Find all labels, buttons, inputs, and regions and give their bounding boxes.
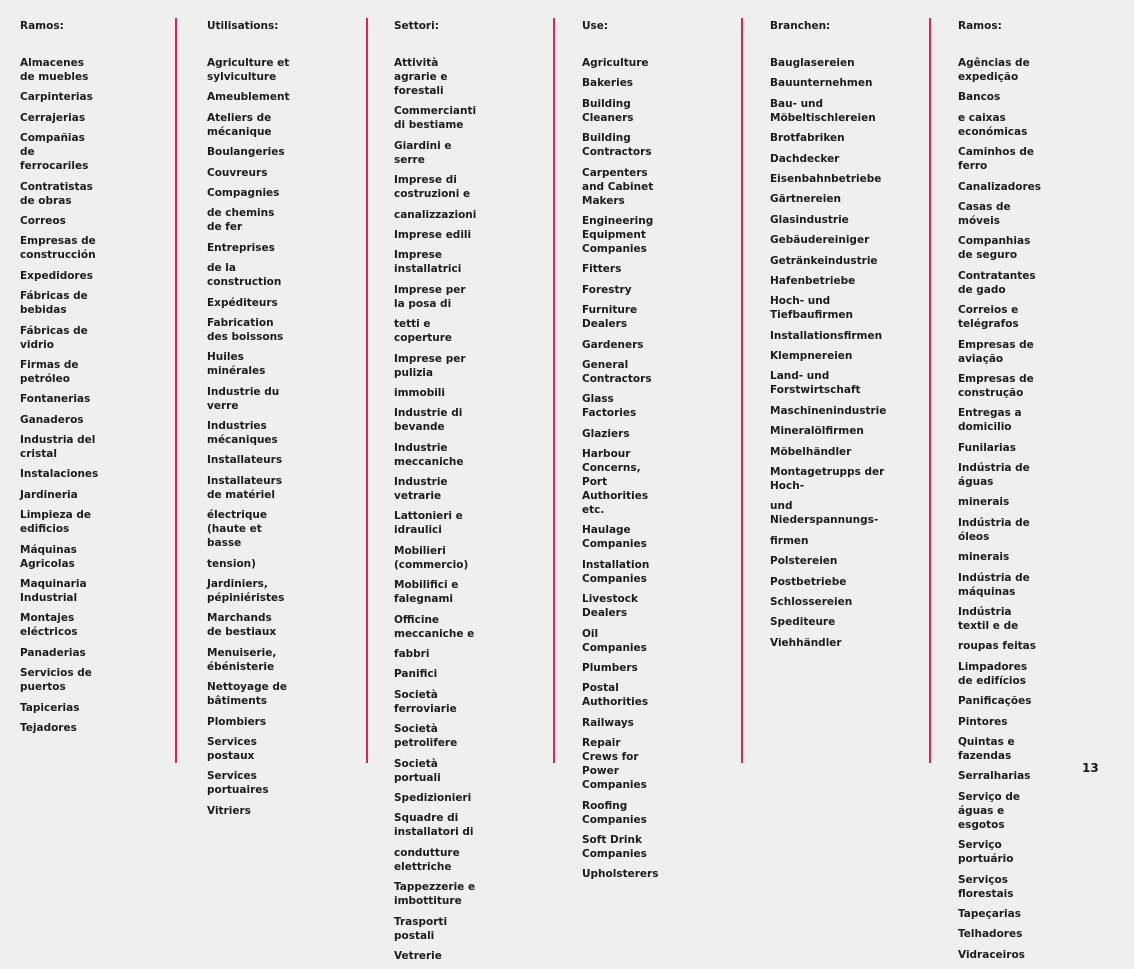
list-item: Roofing Companies: [582, 799, 647, 826]
list-item: Gebäudereiniger: [770, 234, 870, 247]
column-list: [20, 56, 98, 741]
column-divider: [175, 18, 177, 763]
list-item: Upholsterers: [582, 868, 659, 881]
list-item: Indústria de águas: [958, 462, 1030, 489]
list-item: Expéditeurs: [207, 296, 278, 309]
column-divider: [553, 18, 555, 763]
column-title: Branchen:: [770, 20, 831, 32]
list-item: Ganaderos: [20, 413, 84, 426]
list-item: Società petrolifere: [394, 723, 458, 750]
list-item: Tejadores: [20, 721, 77, 734]
list-item: Panificações: [958, 695, 1032, 708]
column-title: Settori:: [394, 20, 439, 32]
list-item: Tapeçarias: [958, 907, 1021, 920]
list-item: de la construction: [207, 262, 282, 289]
list-item: Gardeners: [582, 338, 644, 351]
list-item: Installateurs: [207, 454, 283, 467]
list-item: Indústria de máquinas: [958, 571, 1030, 598]
list-item: Maschinenindustrie: [770, 404, 887, 417]
list-item: fabbri: [394, 648, 430, 661]
list-item: Servicios de puertos: [20, 667, 92, 694]
list-item: Railways: [582, 716, 634, 729]
list-item: Imprese installatrici: [394, 249, 462, 276]
list-item: Nettoyage de bâtiments: [207, 681, 288, 708]
list-item: Industria del cristal: [20, 434, 96, 461]
list-item: Soft Drink Companies: [582, 833, 647, 860]
list-item: General Contractors: [582, 358, 652, 385]
list-item: Serviço portuário: [958, 839, 1014, 866]
list-item: Harbour Concerns, Port Authorities etc.: [582, 448, 649, 517]
column-divider: [366, 18, 368, 763]
list-item: Imprese per pulizia: [394, 352, 466, 379]
list-item: Gärtnereien: [770, 193, 841, 206]
list-item: Bauunternehmen: [770, 77, 873, 90]
list-item: Compañias de ferrocariles: [20, 132, 89, 173]
list-item: Serviço de águas e esgotos: [958, 790, 1021, 831]
column-list: [582, 56, 658, 888]
list-item: Mineralölfirmen: [770, 425, 864, 438]
list-item: tetti e coperture: [394, 318, 453, 345]
list-item: Firmas de petróleo: [20, 358, 79, 385]
column-title: Utilisations:: [207, 20, 279, 32]
list-item: Bakeries: [582, 77, 634, 90]
list-item: Lattonieri e idraulici: [394, 510, 463, 537]
list-item: Building Contractors: [582, 132, 652, 159]
list-item: Montajes eléctricos: [20, 612, 78, 639]
list-item: Repair Crews for Power Companies: [582, 737, 647, 792]
list-item: roupas feitas: [958, 640, 1037, 653]
list-item: Società portuali: [394, 757, 441, 784]
list-item: Postal Authorities: [582, 682, 649, 709]
list-item: Klempnereien: [770, 350, 853, 363]
list-item: Industrie du verre: [207, 385, 280, 412]
list-item: Carpenters and Cabinet Makers: [582, 166, 654, 207]
list-item: Companhias de seguro: [958, 235, 1031, 262]
list-item: Cerrajerias: [20, 111, 86, 124]
list-item: Tappezzerie e imbottiture: [394, 881, 476, 908]
list-item: Quintas e fazendas: [958, 735, 1015, 762]
list-item: Polstereien: [770, 555, 838, 568]
list-item: Couvreurs: [207, 166, 268, 179]
list-item: Services postaux: [207, 735, 257, 762]
list-item: Fontanerias: [20, 393, 91, 406]
list-item: canalizzazioni: [394, 208, 477, 221]
list-item: Commercianti di bestiame: [394, 105, 477, 132]
list-item: Forestry: [582, 283, 632, 296]
list-item: Imprese edili: [394, 228, 472, 241]
list-item: Indústria textil e de: [958, 606, 1019, 633]
list-item: Agriculture et sylviculture: [207, 57, 290, 83]
page-number: 13: [1082, 761, 1099, 775]
column-title: Ramos:: [958, 20, 1002, 32]
list-item: Installation Companies: [582, 558, 650, 585]
list-item: Industries mécaniques: [207, 420, 278, 447]
list-item: Vetrerie: [394, 949, 442, 962]
list-item: Attività agrarie e forestali: [394, 57, 448, 97]
list-item: Compagnies: [207, 186, 280, 199]
list-item: Montagetrupps der Hoch-: [770, 466, 885, 493]
list-item: Entreprises: [207, 241, 275, 254]
list-item: Furniture Dealers: [582, 304, 638, 331]
list-item: Industrie di bevande: [394, 407, 463, 434]
list-item: Contratantes de gado: [958, 269, 1036, 296]
list-item: e caixas económicas: [958, 111, 1028, 138]
column-divider: [741, 18, 743, 763]
list-item: de chemins de fer: [207, 207, 275, 234]
list-item: Vitriers: [207, 804, 251, 817]
list-item: Canalizadores: [958, 180, 1042, 193]
list-item: Jardiniers, pépiniéristes: [207, 578, 285, 605]
list-item: Pintores: [958, 715, 1008, 728]
list-item: und Niederspannungs-: [770, 500, 879, 527]
list-item: Installationsfirmen: [770, 329, 883, 342]
list-item: Services portuaires: [207, 770, 269, 797]
list-item: Casas de móveis: [958, 200, 1011, 227]
list-item: Expedidores: [20, 269, 93, 282]
list-item: Mobilifici e falegnami: [394, 579, 459, 606]
list-item: Glaziers: [582, 427, 630, 440]
list-item: Huiles minérales: [207, 351, 266, 378]
list-item: Caminhos de ferro: [958, 146, 1035, 173]
list-item: Agriculture: [582, 57, 649, 69]
list-item: Almacenes de muebles: [20, 57, 89, 83]
list-item: Brotfabriken: [770, 132, 845, 145]
list-item: Telhadores: [958, 928, 1023, 941]
list-item: Installateurs de matériel: [207, 474, 283, 501]
list-item: Funilarias: [958, 441, 1016, 454]
list-item: Squadre di installatori di: [394, 812, 474, 839]
list-item: Carpinterias: [20, 91, 93, 104]
column-divider: [929, 18, 931, 763]
list-item: Serralharias: [958, 770, 1031, 783]
list-item: Industrie meccaniche: [394, 441, 464, 468]
list-item: Eisenbahnbetriebe: [770, 172, 882, 185]
list-item: Engineering Equipment Companies: [582, 214, 654, 255]
list-item: Indústria de óleos: [958, 516, 1030, 543]
list-item: minerais: [958, 496, 1010, 509]
list-item: Empresas de aviação: [958, 338, 1034, 365]
list-item: Boulangeries: [207, 146, 285, 159]
list-item: Industrie vetrarie: [394, 476, 448, 503]
list-item: Möbelhändler: [770, 445, 852, 458]
list-item: firmen: [770, 534, 809, 547]
list-item: Giardini e serre: [394, 139, 452, 166]
list-item: Trasporti postali: [394, 915, 448, 942]
list-item: Plombiers: [207, 715, 267, 728]
list-item: Fábricas de vidrio: [20, 324, 88, 351]
list-item: Empresas de construcción: [20, 235, 96, 262]
list-item: Mobilieri (commercio): [394, 544, 469, 571]
list-item: Glass Factories: [582, 393, 637, 420]
list-item: Contratistas de obras: [20, 180, 93, 207]
list-item: Menuiserie, ébénisterie: [207, 646, 277, 673]
list-item: Empresas de construção: [958, 372, 1034, 399]
list-item: Fabrication des boissons: [207, 316, 284, 343]
list-item: Società ferroviarie: [394, 688, 457, 715]
column-list: [207, 56, 289, 824]
list-item: Limpadores de edifícios: [958, 660, 1028, 687]
list-item: tension): [207, 557, 256, 570]
list-item: Bau- und Möbeltischlereien: [770, 97, 876, 124]
list-item: Glasindustrie: [770, 213, 849, 226]
list-item: Ateliers de mécanique: [207, 111, 272, 138]
list-item: Panifici: [394, 668, 438, 681]
list-item: Fitters: [582, 263, 622, 276]
list-item: Ameublement: [207, 91, 290, 104]
list-item: Building Cleaners: [582, 97, 634, 124]
list-item: Agências de expedição: [958, 57, 1030, 83]
list-item: condutture elettriche: [394, 846, 460, 873]
list-item: minerais: [958, 551, 1010, 564]
list-item: Schlossereien: [770, 595, 853, 608]
column-list: [394, 56, 476, 969]
list-item: Haulage Companies: [582, 524, 647, 551]
list-item: Imprese di costruzioni e: [394, 174, 471, 201]
list-item: Correios e telégrafos: [958, 304, 1019, 331]
list-item: Hafenbetriebe: [770, 274, 856, 287]
list-item: Hoch- und Tiefbaufirmen: [770, 295, 854, 322]
column-list: [770, 56, 886, 656]
list-item: Panaderias: [20, 646, 86, 659]
list-item: Plumbers: [582, 662, 638, 675]
list-item: électrique (haute et basse: [207, 509, 267, 550]
list-item: Entregas a domicilio: [958, 407, 1022, 434]
list-item: Spediteure: [770, 616, 836, 629]
list-item: Maquinaria Industrial: [20, 578, 87, 605]
list-item: Tapicerias: [20, 701, 80, 714]
list-item: Postbetriebe: [770, 575, 847, 588]
list-item: Bancos: [958, 91, 1001, 104]
list-item: Bauglasereien: [770, 57, 855, 69]
list-item: Jardineria: [20, 488, 78, 501]
list-item: Livestock Dealers: [582, 593, 638, 620]
list-item: Fábricas de bebidas: [20, 290, 88, 317]
column-list: [958, 56, 1041, 968]
list-item: Correos: [20, 214, 66, 227]
list-item: immobili: [394, 386, 446, 399]
list-item: Dachdecker: [770, 152, 840, 165]
list-item: Máquinas Agricolas: [20, 543, 77, 570]
column-title: Use:: [582, 20, 609, 32]
list-item: Instalaciones: [20, 468, 99, 481]
list-item: Viehhändler: [770, 636, 842, 649]
list-item: Spedizionieri: [394, 791, 472, 804]
list-item: Vidraceiros: [958, 948, 1025, 961]
list-item: Getränkeindustrie: [770, 254, 878, 267]
list-item: Imprese per la posa di: [394, 283, 466, 310]
list-item: Land- und Forstwirtschaft: [770, 370, 861, 397]
list-item: Officine meccaniche e: [394, 613, 475, 640]
list-item: Marchands de bestiaux: [207, 612, 277, 639]
list-item: Limpieza de edificios: [20, 509, 91, 536]
list-item: Serviços florestais: [958, 873, 1014, 900]
column-title: Ramos:: [20, 20, 64, 32]
list-item: Oil Companies: [582, 627, 647, 654]
